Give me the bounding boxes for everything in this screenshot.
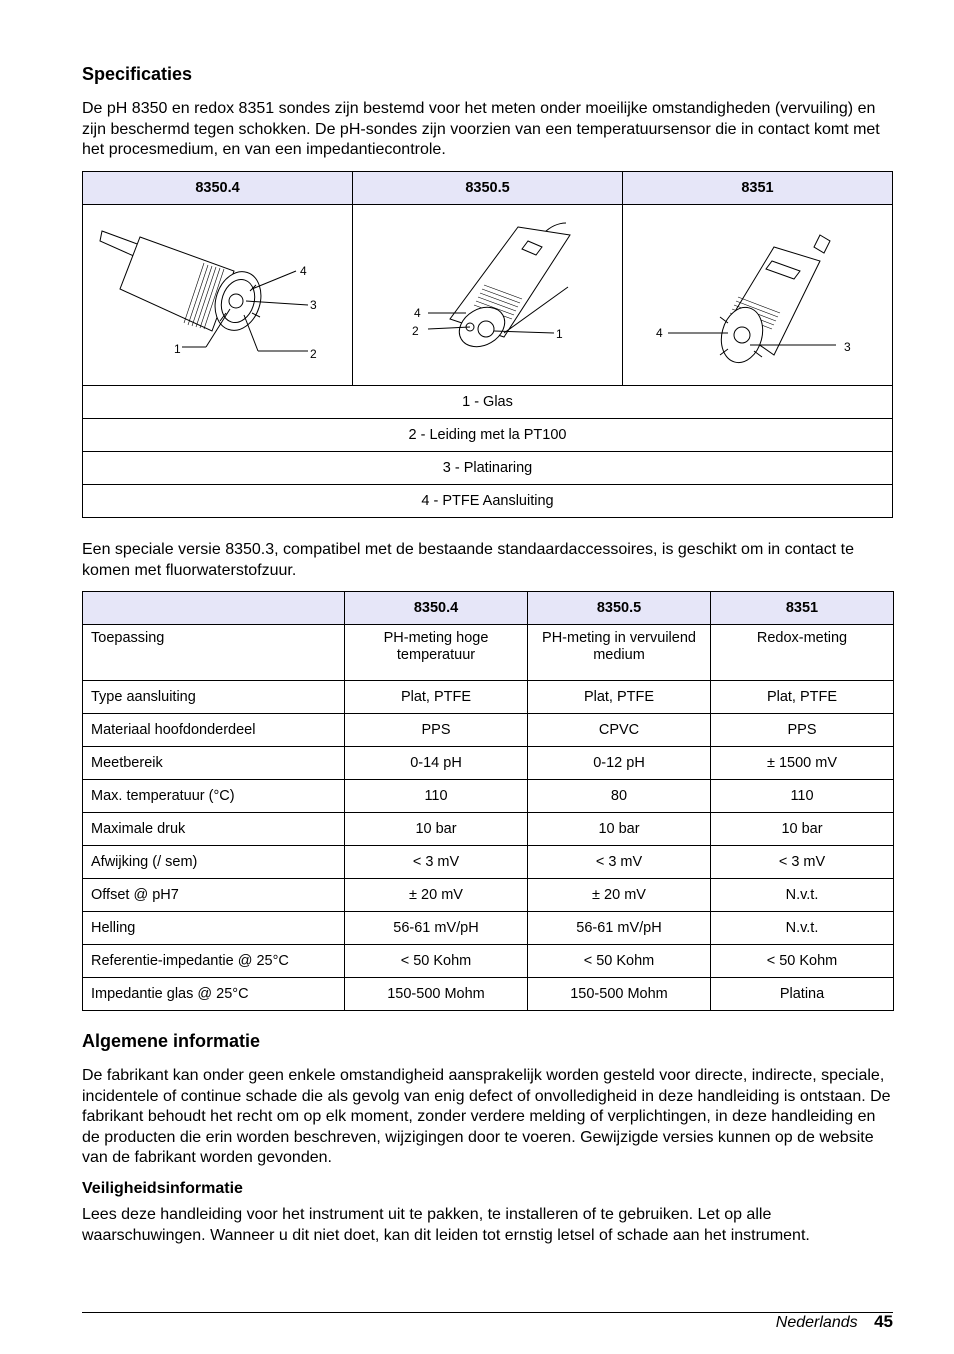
spec-row: [83, 625, 894, 681]
spec-row-label: Offset @ pH7: [83, 879, 345, 912]
spec-cell: PH-meting hoge temperatuur: [345, 625, 528, 681]
callout-4: 4: [655, 326, 663, 340]
probe-image-row: [83, 205, 893, 386]
legend-item: 2 - Leiding met la PT100: [83, 419, 893, 452]
spec-cell: ± 20 mV: [345, 879, 528, 912]
spec-cell: 10 bar: [345, 813, 528, 846]
spec-table-body: [83, 625, 894, 1011]
spec-row-label: Helling: [83, 912, 345, 945]
probe-header-8350-4: 8350.4: [83, 172, 353, 205]
spec-row-label: Afwijking (/ sem): [83, 846, 345, 879]
spec-header-8350-5: 8350.5: [528, 592, 711, 625]
spec-row-label: Meetbereik: [83, 747, 345, 780]
spec-cell: 110: [711, 780, 894, 813]
general-body: De fabrikant kan onder geen enkele omstandigheid aansprakelijk worden gesteld voor directe, indirecte, speciale, incidentele of continue schade die als gevolg van enig defect of onvolledigheid in deze handleiding is ontstaan. De fabrikant behoudt het recht om op elk moment, zonder verdere melding of verplichtingen, in deze handleiding en de producten die erin worden beschreven, wijzigingen door te voeren. Gewijzigde versies kunnen op de website van de fabrikant worden gevonden.: [82, 1067, 891, 1166]
spec-row: [83, 780, 894, 813]
spec-table: [82, 591, 894, 1011]
spec-cell: Plat, PTFE: [711, 681, 894, 714]
legend-item: 1 - Glas: [83, 386, 893, 419]
spec-row: [83, 945, 894, 978]
callout-1: 1: [555, 327, 563, 341]
spec-row-label: Maximale druk: [83, 813, 345, 846]
spec-cell: 0-12 pH: [528, 747, 711, 780]
spec-cell: 10 bar: [528, 813, 711, 846]
probe-8350-5-drawing: [354, 205, 622, 381]
spec-header-empty: [83, 592, 345, 625]
spec-cell: N.v.t.: [711, 879, 894, 912]
spec-cell: N.v.t.: [711, 912, 894, 945]
safety-body: Lees deze handleiding voor het instrument uit te pakken, te installeren of te gebruiken. Let op alle waarschuwingen. Wanneer u dit niet doet, kan dit leiden tot ernstig letsel of schade aan het instrument.: [82, 1206, 810, 1244]
page-number: 45: [874, 1312, 893, 1331]
spec-cell: 10 bar: [711, 813, 894, 846]
spec-row-label: Toepassing: [83, 625, 345, 681]
callout-3: 3: [309, 298, 317, 312]
callout-2: 2: [411, 324, 419, 338]
legend-row: [83, 419, 893, 452]
spec-cell: PH-meting in vervuilend medium: [528, 625, 711, 681]
footer-language: Nederlands: [775, 1314, 858, 1331]
callout-1: 1: [173, 342, 181, 356]
spec-cell: < 3 mV: [345, 846, 528, 879]
safety-heading: Veiligheidsinformatie: [82, 1180, 243, 1197]
spec-row: [83, 681, 894, 714]
spec-row-label: Type aansluiting: [83, 681, 345, 714]
probe-header-8350-5: 8350.5: [353, 172, 623, 205]
spec-cell: 0-14 pH: [345, 747, 528, 780]
spec-cell: 80: [528, 780, 711, 813]
probe-header-8351: 8351: [623, 172, 893, 205]
spec-cell: Platina: [711, 978, 894, 1011]
probe-8350-4-drawing: [84, 205, 352, 381]
spec-cell: 150-500 Mohm: [528, 978, 711, 1011]
specs-intro: De pH 8350 en redox 8351 sondes zijn bestemd voor het meten onder moeilijke omstandigheden (vervuiling) en zijn beschermd tegen schokken. De pH-sondes zijn voorzien van een temperatuursensor die in contact komt met het procesmedium, en van een impedantiecontrole.: [82, 100, 880, 158]
callout-2: 2: [309, 347, 317, 361]
spec-cell: < 50 Kohm: [345, 945, 528, 978]
spec-row-label: Materiaal hoofdonderdeel: [83, 714, 345, 747]
probe-table: [82, 171, 893, 518]
legend-item: 4 - PTFE Aansluiting: [83, 485, 893, 518]
spec-cell: 56-61 mV/pH: [528, 912, 711, 945]
spec-row: [83, 714, 894, 747]
footer-divider: [82, 1312, 893, 1313]
specs-heading: Specificaties: [82, 64, 193, 84]
spec-row-label: Max. temperatuur (°C): [83, 780, 345, 813]
spec-cell: Plat, PTFE: [528, 681, 711, 714]
spec-cell: CPVC: [528, 714, 711, 747]
probe-header-row: [83, 172, 893, 205]
spec-cell: Plat, PTFE: [345, 681, 528, 714]
probe-image-cell: [353, 205, 623, 386]
probe-image-cell: [83, 205, 353, 386]
spec-cell: PPS: [711, 714, 894, 747]
spec-cell: 56-61 mV/pH: [345, 912, 528, 945]
spec-header-8350-4: 8350.4: [345, 592, 528, 625]
spec-row-label: Referentie-impedantie @ 25°C: [83, 945, 345, 978]
legend-row: [83, 452, 893, 485]
spec-row: [83, 747, 894, 780]
callout-3: 3: [843, 340, 851, 354]
spec-header-8351: 8351: [711, 592, 894, 625]
legend-row: [83, 485, 893, 518]
callout-4: 4: [299, 264, 307, 278]
spec-cell: < 50 Kohm: [711, 945, 894, 978]
spec-row: [83, 846, 894, 879]
spec-cell: ± 1500 mV: [711, 747, 894, 780]
spec-cell: Redox-meting: [711, 625, 894, 681]
special-version-note: Een speciale versie 8350.3, compatibel met de bestaande standaardaccessoires, is geschikt om in contact te komen met fluorwaterstofzuur.: [82, 541, 854, 579]
spec-row: [83, 912, 894, 945]
spec-row-label: Impedantie glas @ 25°C: [83, 978, 345, 1011]
spec-row: [83, 879, 894, 912]
spec-row: [83, 813, 894, 846]
callout-4: 4: [413, 306, 421, 320]
spec-cell: 150-500 Mohm: [345, 978, 528, 1011]
spec-cell: 110: [345, 780, 528, 813]
spec-cell: < 3 mV: [711, 846, 894, 879]
legend-row: [83, 386, 893, 419]
spec-cell: < 3 mV: [528, 846, 711, 879]
spec-cell: < 50 Kohm: [528, 945, 711, 978]
general-heading: Algemene informatie: [82, 1031, 261, 1051]
spec-row: [83, 978, 894, 1011]
spec-header-row: [83, 592, 894, 625]
spec-cell: PPS: [345, 714, 528, 747]
page-footer: [776, 1312, 893, 1332]
probe-image-cell: [623, 205, 893, 386]
probe-8351-drawing: [624, 205, 892, 381]
legend-item: 3 - Platinaring: [83, 452, 893, 485]
spec-cell: ± 20 mV: [528, 879, 711, 912]
